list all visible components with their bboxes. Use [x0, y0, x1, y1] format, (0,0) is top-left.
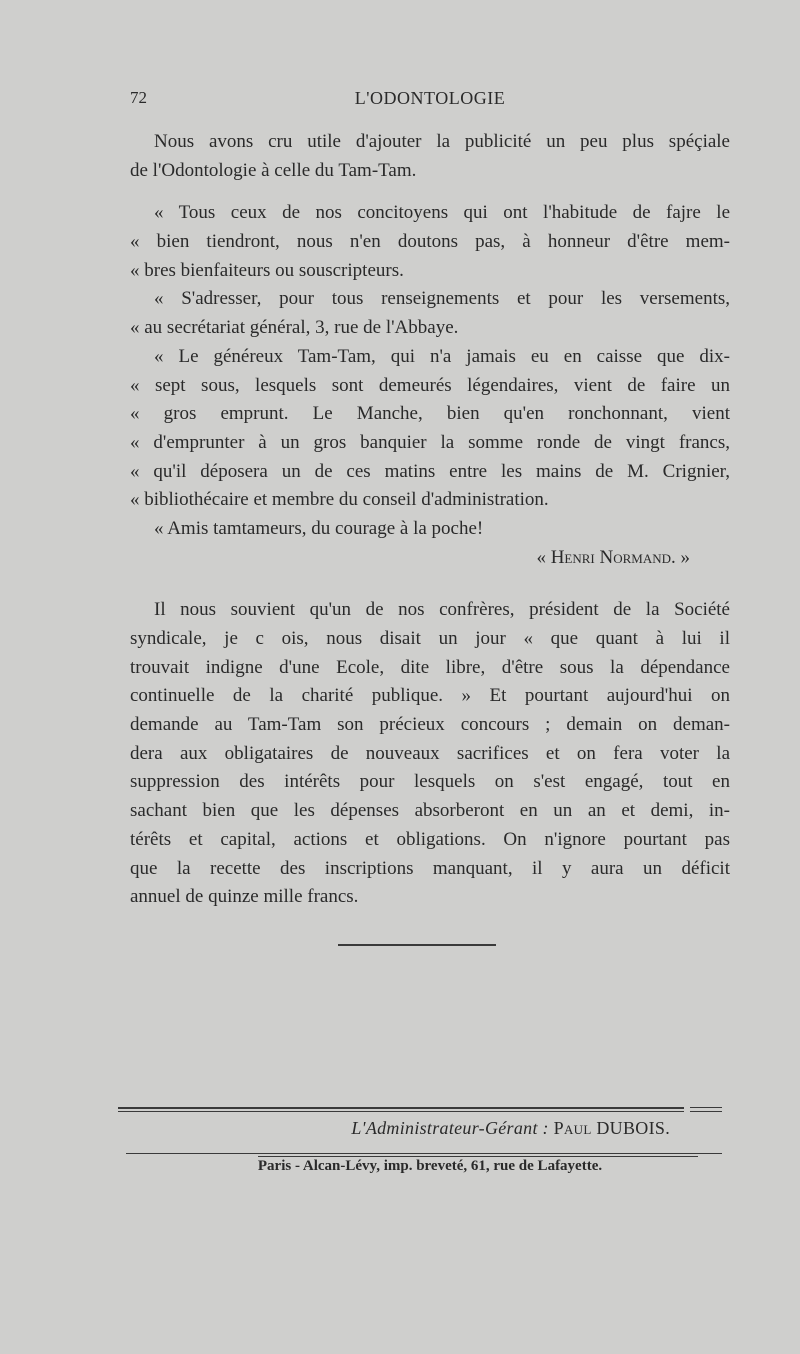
- text-line: demande au Tam-Tam son précieux concours ; demain on deman-: [130, 714, 730, 736]
- body-text: [130, 128, 730, 912]
- text-line: « bres bienfaiteurs ou souscripteurs.: [130, 259, 404, 281]
- text-line: Il nous souvient qu'un de nos confrères, président de la Société: [154, 599, 730, 621]
- text-line: « qu'il déposera un de ces matins entre les mains de M. Crignier,: [130, 460, 730, 482]
- printer-imprint: Paris - Alcan-Lévy, imp. breveté, 61, rue de Lafayette.: [257, 1158, 603, 1174]
- text-line: trouvait indigne d'une Ecole, dite libre, d'être sous la dépendance: [130, 656, 730, 678]
- footer-rule: [118, 1111, 684, 1112]
- footer-rule: [690, 1111, 722, 1112]
- text-line: « sept sous, lesquels sont demeurés légendaires, vient de faire un: [130, 374, 730, 396]
- gerant-label: L'Administrateur-Gérant :: [351, 1118, 549, 1138]
- text-line: suppression des intérêts pour lesquels on s'est engagé, tout en: [130, 771, 730, 793]
- text-line: « bien tiendront, nous n'en doutons pas, à honneur d'être mem-: [130, 231, 730, 253]
- text-line: continuelle de la charité publique. » Et pourtant aujourd'hui on: [130, 685, 730, 707]
- gerant-name: Paul DUBOIS.: [553, 1118, 670, 1138]
- footer-rule: [258, 1156, 698, 1157]
- text-line: sachant bien que les dépenses absorberont en un an et demi, in-: [130, 800, 730, 822]
- administrator-line: [130, 1118, 670, 1139]
- text-line: « Amis tamtameurs, du courage à la poche!: [154, 517, 484, 539]
- footer-rule: [126, 1153, 722, 1154]
- text-line: de l'Odontologie à celle du Tam-Tam.: [130, 159, 417, 181]
- text-line: « gros emprunt. Le Manche, bien qu'en ronchonnant, vient: [130, 403, 730, 425]
- text-line: annuel de quinze mille francs.: [130, 886, 359, 908]
- text-line: syndicale, je c ois, nous disait un jour « que quant à lui il: [130, 628, 730, 649]
- text-line: Nous avons cru utile d'ajouter la publicité un peu plus spéçiale: [154, 131, 730, 152]
- running-title: L'ODONTOLOGIE: [354, 88, 506, 108]
- page-number: 72: [130, 88, 147, 107]
- text-line: « au secrétariat général, 3, rue de l'Abbaye.: [130, 317, 459, 339]
- text-line: « d'emprunter à un gros banquier la somme ronde de vingt francs,: [130, 431, 730, 453]
- text-line: « S'adresser, pour tous renseignements et pour les versements,: [154, 288, 730, 310]
- text-line: « Tous ceux de nos concitoyens qui ont l'habitude de fajre le: [154, 202, 730, 224]
- section-divider: [338, 944, 496, 946]
- text-line: dera aux obligataires de nouveaux sacrifices et on fera voter la: [130, 742, 730, 764]
- text-line: que la recette des inscriptions manquant, il y aura un déficit: [130, 857, 730, 879]
- text-line: « Le généreux Tam-Tam, qui n'a jamais eu en caisse que dix-: [154, 345, 730, 367]
- text-line: térêts et capital, actions et obligations. On n'ignore pourtant pas: [130, 828, 730, 850]
- text-line: « bibliothécaire et membre du conseil d'administration.: [130, 489, 549, 511]
- signature: « Henri Normand. »: [536, 546, 690, 568]
- footer-rule: [118, 1107, 684, 1109]
- footer-rule: [690, 1107, 722, 1108]
- page-header: [130, 88, 730, 112]
